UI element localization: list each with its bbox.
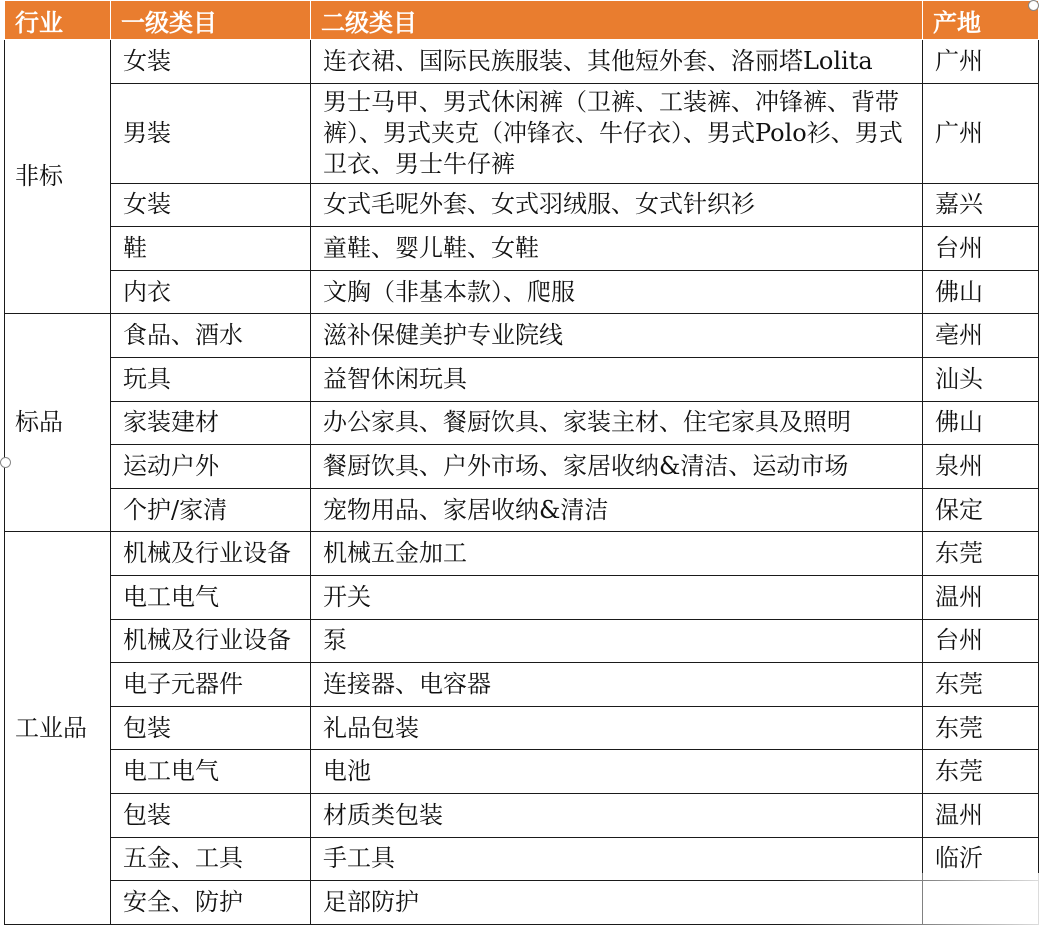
category-level1-cell: 男装 [111, 83, 311, 183]
category-level1-cell: 包装 [111, 706, 311, 750]
origin-cell: 东莞 [923, 750, 1039, 794]
origin-cell: 广州 [923, 40, 1039, 84]
table-row [5, 270, 1039, 314]
industry-cell: 工业品 [5, 532, 111, 924]
table-row [5, 314, 1039, 358]
table-row [5, 532, 1039, 576]
table-row [5, 183, 1039, 227]
category-level2-cell: 连接器、电容器 [311, 663, 923, 707]
category-level2-cell: 办公家具、餐厨饮具、家装主材、住宅家具及照明 [311, 401, 923, 445]
category-level1-cell: 包装 [111, 793, 311, 837]
table-row [5, 793, 1039, 837]
category-level1-cell: 个护/家清 [111, 488, 311, 532]
category-level2-cell: 材质类包装 [311, 793, 923, 837]
category-level2-cell: 泵 [311, 619, 923, 663]
table-row [5, 488, 1039, 532]
table-row [5, 575, 1039, 619]
header-industry: 行业 [5, 1, 111, 40]
origin-cell: 保定 [923, 488, 1039, 532]
category-level1-cell: 女装 [111, 40, 311, 84]
origin-cell: 东莞 [923, 532, 1039, 576]
origin-cell [923, 881, 1039, 925]
table-row [5, 445, 1039, 489]
category-level1-cell: 安全、防护 [111, 881, 311, 925]
selection-handle-left[interactable] [0, 457, 11, 468]
industry-cell: 标品 [5, 314, 111, 532]
category-level1-cell: 女装 [111, 183, 311, 227]
category-level1-cell: 机械及行业设备 [111, 619, 311, 663]
origin-cell: 临沂 [923, 837, 1039, 881]
category-level2-cell: 宠物用品、家居收纳&清洁 [311, 488, 923, 532]
table-row [5, 837, 1039, 881]
category-level1-cell: 内衣 [111, 270, 311, 314]
category-origin-table [4, 0, 1039, 925]
origin-cell: 广州 [923, 83, 1039, 183]
category-level1-cell: 机械及行业设备 [111, 532, 311, 576]
category-level1-cell: 电工电气 [111, 575, 311, 619]
selection-handle-top-right[interactable] [1028, 0, 1039, 11]
origin-cell: 台州 [923, 619, 1039, 663]
table-row [5, 619, 1039, 663]
origin-cell: 佛山 [923, 270, 1039, 314]
category-level2-cell: 机械五金加工 [311, 532, 923, 576]
origin-cell: 亳州 [923, 314, 1039, 358]
category-level1-cell: 电工电气 [111, 750, 311, 794]
category-level2-cell: 男士马甲、男式休闲裤（卫裤、工装裤、冲锋裤、背带裤）、男式夹克（冲锋衣、牛仔衣）、男式Polo衫、男式卫衣、男士牛仔裤 [311, 83, 923, 183]
category-level2-cell: 连衣裙、国际民族服装、其他短外套、洛丽塔Lolita [311, 40, 923, 84]
header-row [5, 1, 1039, 40]
table-row [5, 83, 1039, 183]
origin-cell: 东莞 [923, 706, 1039, 750]
origin-cell: 佛山 [923, 401, 1039, 445]
category-level1-cell: 五金、工具 [111, 837, 311, 881]
category-level2-cell: 手工具 [311, 837, 923, 881]
category-level1-cell: 运动户外 [111, 445, 311, 489]
origin-cell: 台州 [923, 227, 1039, 271]
table-row [5, 40, 1039, 84]
category-level1-cell: 食品、酒水 [111, 314, 311, 358]
category-level1-cell: 家装建材 [111, 401, 311, 445]
header-category-level1: 一级类目 [111, 1, 311, 40]
category-level2-cell: 滋补保健美护专业院线 [311, 314, 923, 358]
table-row [5, 227, 1039, 271]
header-category-level2: 二级类目 [311, 1, 923, 40]
category-level2-cell: 童鞋、婴儿鞋、女鞋 [311, 227, 923, 271]
origin-cell: 东莞 [923, 663, 1039, 707]
origin-cell: 温州 [923, 793, 1039, 837]
table-row [5, 881, 1039, 925]
table-row [5, 750, 1039, 794]
category-level2-cell: 电池 [311, 750, 923, 794]
header-origin: 产地 [923, 1, 1039, 40]
category-level1-cell: 玩具 [111, 357, 311, 401]
category-level2-cell: 礼品包装 [311, 706, 923, 750]
origin-cell: 泉州 [923, 445, 1039, 489]
category-level1-cell: 电子元器件 [111, 663, 311, 707]
category-level2-cell: 足部防护 [311, 881, 923, 925]
category-level1-cell: 鞋 [111, 227, 311, 271]
origin-cell: 汕头 [923, 357, 1039, 401]
category-level2-cell: 文胸（非基本款）、爬服 [311, 270, 923, 314]
table-row [5, 663, 1039, 707]
category-level2-cell: 益智休闲玩具 [311, 357, 923, 401]
table-row [5, 401, 1039, 445]
category-level2-cell: 餐厨饮具、户外市场、家居收纳&清洁、运动市场 [311, 445, 923, 489]
table-row [5, 706, 1039, 750]
industry-cell: 非标 [5, 40, 111, 314]
table-row [5, 357, 1039, 401]
category-level2-cell: 女式毛呢外套、女式羽绒服、女式针织衫 [311, 183, 923, 227]
category-level2-cell: 开关 [311, 575, 923, 619]
origin-cell: 嘉兴 [923, 183, 1039, 227]
origin-cell: 温州 [923, 575, 1039, 619]
